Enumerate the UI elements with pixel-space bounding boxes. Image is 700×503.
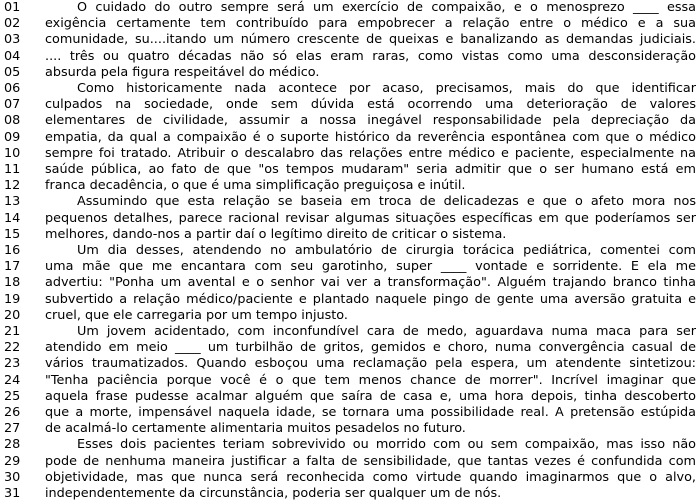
line-text: comunidade, su....itando um número crescente de queixas e banalizando as demandas judiciais.: [45, 32, 696, 48]
text-line: [0, 324, 700, 340]
line-text: Assumindo que esta relação se baseia em troca de delicadezas e que o afeto mora nos: [77, 194, 696, 210]
line-text: culpados na sociedade, onde sem dúvida está ocorrendo uma deterioração de valores: [45, 97, 696, 113]
line-text: que a morte, impensável naquela idade, se tornara uma possibilidade real. A pretensão estúpida: [45, 405, 696, 420]
line-number: 23: [4, 356, 21, 372]
text-line: [0, 389, 700, 405]
text-line: [0, 470, 700, 486]
text-line: [0, 356, 700, 372]
line-number: 09: [4, 129, 21, 145]
line-text: pode de nenhuma maneira justificar a falta de sensibilidade, que tantas vezes é confundida com: [45, 453, 696, 469]
line-number: 16: [4, 243, 21, 258]
text-line: [0, 97, 700, 113]
line-number: 11: [4, 162, 21, 177]
line-text: Um dia desses, atendendo no ambulatório de cirurgia torácica pediátrica, comentei com: [77, 243, 696, 258]
line-text: cruel, que ele carregaria por um tempo injusto.: [45, 307, 348, 323]
line-number: 20: [4, 307, 21, 323]
line-number: 30: [4, 469, 21, 485]
text-line: [0, 146, 700, 162]
line-text: Como historicamente nada acontece por acaso, precisamos, mais do que identificar: [77, 81, 696, 96]
text-line: [0, 227, 700, 243]
line-number: 08: [4, 113, 21, 129]
text-line: [0, 308, 700, 324]
line-number: 19: [4, 291, 21, 307]
line-text: exigência certamente tem contribuído para empobrecer a relação entre o médico e a sua: [45, 16, 696, 32]
line-text: franca decadência, o que é uma simplificação preguiçosa e inútil.: [45, 178, 466, 194]
text-line: [0, 113, 700, 129]
text-line: [0, 194, 700, 210]
text-line: [0, 16, 700, 32]
line-text: uma mãe que me encantara com seu garotinho, super ____ vontade e sorridente. E ela me: [45, 259, 696, 275]
line-text: O cuidado do outro sempre será um exercício de compaixão, e o menosprezo ____ essa: [77, 0, 696, 15]
text-line: [0, 454, 700, 470]
line-text: atendido em meio ____ um turbilhão de gritos, gemidos e choro, numa convergência casual de: [45, 340, 696, 356]
line-number: 06: [4, 81, 21, 96]
line-number: 24: [4, 372, 21, 388]
text-line: [0, 437, 700, 453]
line-number: 25: [4, 388, 21, 404]
line-number: 28: [4, 437, 21, 453]
line-number: 07: [4, 97, 21, 113]
line-text: pequenos detalhes, parece racional revisar algumas situações específicas em que poderíamos ser: [45, 210, 696, 226]
line-text: melhores, dando-nos a partir daí o legítimo direito de criticar o sistema.: [45, 226, 507, 242]
line-text: independentemente da circunstância, poderia ser qualquer um de nós.: [45, 486, 502, 501]
text-line: [0, 65, 700, 81]
line-number: 31: [4, 486, 21, 501]
line-number: 27: [4, 421, 21, 437]
line-text: advertiu: "Ponha um avental e o senhor vai ver a transformação". Alguém trajando branco tinha: [45, 275, 696, 291]
text-line: [0, 292, 700, 308]
line-number: 14: [4, 210, 21, 226]
text-line: [0, 275, 700, 291]
line-number: 21: [4, 324, 21, 339]
line-number: 29: [4, 453, 21, 469]
line-number: 10: [4, 145, 21, 161]
text-line: [0, 178, 700, 194]
line-text: .... três ou quatro décadas não só elas eram raras, como vistas como uma desconsideração: [45, 48, 696, 64]
line-number: 15: [4, 226, 21, 242]
line-text: empatia, da qual a compaixão é o suporte histórico da reverência espontânea com que o médico: [45, 129, 696, 145]
line-text: de acalmá-lo certamente alimentaria muitos pesadelos no futuro.: [45, 421, 466, 437]
line-number: 18: [4, 275, 21, 291]
line-text: aquela frase pudesse acalmar alguém que saíra de casa e, uma hora depois, tinha descoberto: [45, 388, 696, 404]
line-number: 26: [4, 405, 21, 420]
line-number: 02: [4, 16, 21, 32]
line-text: "Tenha paciência porque você é o que tem menos chance de morrer". Incrível imaginar que: [45, 372, 696, 388]
text-line: [0, 259, 700, 275]
line-text: saúde pública, ao fato de que "os tempos mudaram" seria admitir que o ser humano está em: [45, 162, 696, 177]
line-text: subvertido a relação médico/paciente e plantado naquele pingo de gente uma aversão gratuita e: [45, 291, 696, 307]
line-number: 03: [4, 32, 21, 48]
text-line: [0, 211, 700, 227]
text-line: [0, 340, 700, 356]
text-line: [0, 373, 700, 389]
line-number: 12: [4, 178, 21, 194]
line-text: Um jovem acidentado, com inconfundível cara de medo, aguardava numa maca para ser: [77, 324, 696, 339]
line-number: 04: [4, 48, 21, 64]
text-line: [0, 49, 700, 65]
text-line: [0, 130, 700, 146]
line-text: elementares de civilidade, assumir a nossa inegável responsabilidade pela depreciação da: [45, 113, 696, 129]
text-line: [0, 0, 700, 16]
line-number: 05: [4, 64, 21, 80]
text-line: [0, 162, 700, 178]
line-number: 01: [4, 0, 21, 15]
line-number: 17: [4, 259, 21, 275]
line-text: vários traumatizados. Quando esboçou uma reclamação pela espera, um atendente sintetizou:: [45, 356, 696, 372]
text-line: [0, 421, 700, 437]
line-number: 13: [4, 194, 21, 210]
line-text: absurda pela figura respeitável do médico.: [45, 64, 320, 80]
text-line: [0, 32, 700, 48]
text-line: [0, 405, 700, 421]
text-line: [0, 243, 700, 259]
line-text: Esses dois pacientes teriam sobrevivido ou morrido com ou sem compaixão, mas isso não: [77, 437, 696, 453]
text-line: [0, 486, 700, 502]
line-text: sempre foi tratado. Atribuir o descalabro das relações entre médico e paciente, especialmente na: [45, 145, 696, 161]
line-text: objetividade, mas que nunca será reconhecida como virtude quando imaginarmos que o alvo,: [45, 469, 696, 485]
text-line: [0, 81, 700, 97]
line-number: 22: [4, 340, 21, 356]
